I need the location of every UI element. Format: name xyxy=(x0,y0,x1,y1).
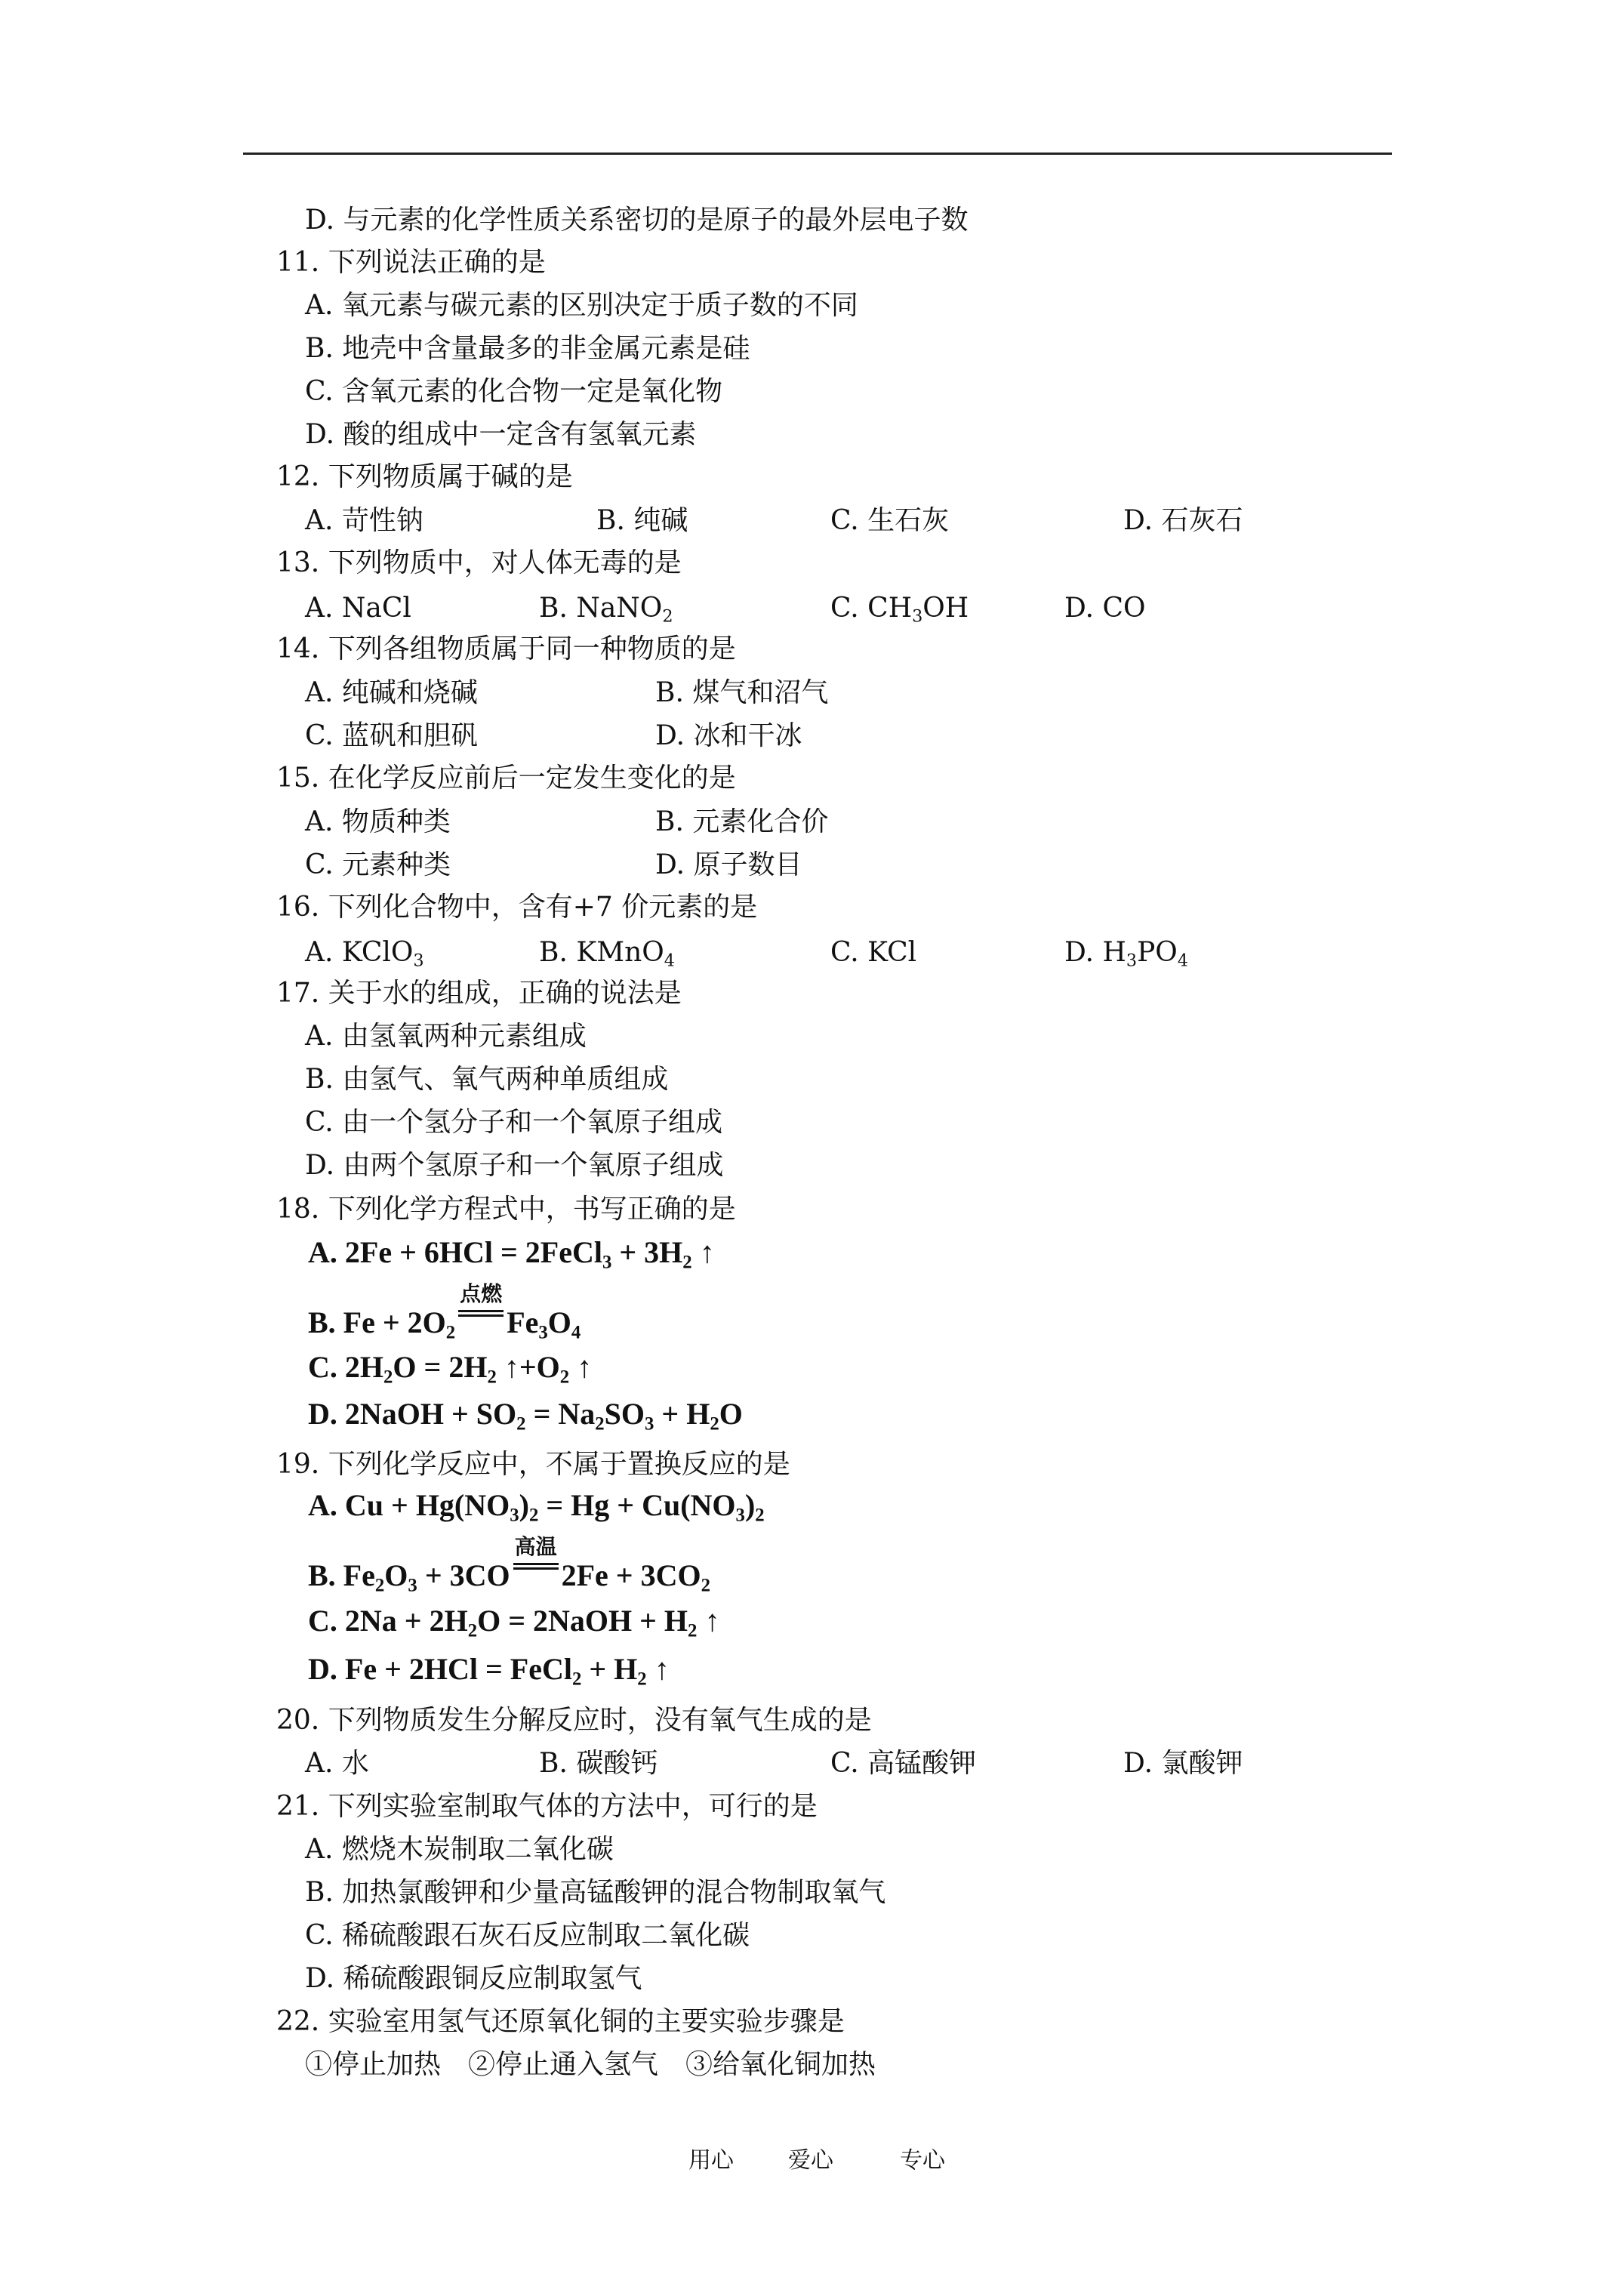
q17-option-d: D. 由两个氢原子和一个氧原子组成 xyxy=(305,1150,724,1181)
q19-stem: 19. 下列化学反应中，不属于置换反应的是 xyxy=(276,1449,790,1480)
footer-word-3: 专心 xyxy=(900,2147,945,2174)
q11-stem: 11. 下列说法正确的是 xyxy=(276,247,546,278)
q18-option-d-equation: D. 2NaOH + $SO_2 = Na_2SO_3 + H_2O$ xyxy=(308,1397,743,1435)
q13-stem: 13. 下列物质中，对人体无毒的是 xyxy=(276,547,682,578)
q19-option-d-equation: D. Fe + 2HCl = FeCl$_2$ + $H_2$ ↑ xyxy=(308,1652,670,1690)
q14-option-c: C. 蓝矾和胆矾 xyxy=(305,720,479,751)
reaction-condition: 点燃 xyxy=(457,1302,505,1333)
q21-stem: 21. 下列实验室制取气体的方法中，可行的是 xyxy=(276,1791,818,1822)
q15-option-b: B. 元素化合价 xyxy=(655,806,829,837)
q12-option-d: D. 石灰石 xyxy=(1123,505,1243,536)
q20-stem: 20. 下列物质发生分解反应时，没有氧气生成的是 xyxy=(276,1705,872,1736)
q16-stem: 16. 下列化合物中，含有+7 价元素的是 xyxy=(276,892,758,923)
q20-option-a: A. 水 xyxy=(305,1748,369,1779)
q19-option-a-equation: A. $Cu + Hg(NO_3)_2 = Hg + Cu(NO_3)_2$ xyxy=(308,1488,765,1526)
q16-option-b: B. KMnO$_4$ xyxy=(539,937,675,971)
q11-option-d: D. 酸的组成中一定含有氢氧元素 xyxy=(305,419,697,450)
q17-option-c: C. 由一个氢分子和一个氧原子组成 xyxy=(305,1107,723,1138)
q13-option-c: C. $CH_3OH$ xyxy=(830,593,969,627)
q11-option-b: B. 地壳中含量最多的非金属元素是硅 xyxy=(305,333,750,364)
q13-option-a: A. NaCl xyxy=(305,593,411,624)
footer-word-1: 用心 xyxy=(688,2147,734,2174)
q18-option-b-equation: B. $Fe + 2O_2$ 点燃 $Fe_3O_4$ xyxy=(308,1283,581,1343)
q12-option-a: A. 苛性钠 xyxy=(305,505,423,536)
q21-option-d: D. 稀硫酸跟铜反应制取氢气 xyxy=(305,1963,642,1994)
q21-option-c: C. 稀硫酸跟石灰石反应制取二氧化碳 xyxy=(305,1920,750,1951)
q13-option-d: D. CO xyxy=(1064,593,1146,624)
q17-stem: 17. 关于水的组成，正确的说法是 xyxy=(276,978,682,1009)
q18-option-a-equation: A. 2Fe + 6HCl = 2FeCl$_3$ + $3H_2$ ↑ xyxy=(308,1235,715,1273)
q14-option-b: B. 煤气和沼气 xyxy=(655,677,829,708)
q18-option-c-equation: C. $2H_2O = 2H_2$ $↑+O_2$ ↑ xyxy=(308,1350,593,1388)
q13-option-b: B. NaNO$_2$ xyxy=(539,593,673,627)
q20-option-d: D. 氯酸钾 xyxy=(1123,1748,1243,1779)
q14-stem: 14. 下列各组物质属于同一种物质的是 xyxy=(276,633,736,664)
q16-option-d: D. $H_3PO_4$ xyxy=(1064,937,1189,971)
q21-option-b: B. 加热氯酸钾和少量高锰酸钾的混合物制取氧气 xyxy=(305,1877,886,1908)
q14-option-d: D. 冰和干冰 xyxy=(655,720,802,751)
q17-option-a: A. 由氢氧两种元素组成 xyxy=(305,1021,587,1052)
q22-stem: 22. 实验室用氢气还原氧化铜的主要实验步骤是 xyxy=(276,2006,845,2037)
q12-option-c: C. 生石灰 xyxy=(830,505,950,536)
q14-option-a: A. 纯碱和烧碱 xyxy=(305,677,478,708)
q20-option-c: C. 高锰酸钾 xyxy=(830,1748,977,1779)
footer-word-2: 爱心 xyxy=(788,2147,833,2174)
q11-option-a: A. 氧元素与碳元素的区别决定于质子数的不同 xyxy=(305,290,858,321)
q12-option-b: B. 纯碱 xyxy=(596,505,688,536)
q16-option-a: A. KClO$_3$ xyxy=(305,937,424,971)
q15-stem: 15. 在化学反应前后一定发生变化的是 xyxy=(276,763,736,794)
q10-option-d: D. 与元素的化学性质关系密切的是原子的最外层电子数 xyxy=(305,205,969,236)
q15-option-d: D. 原子数目 xyxy=(655,849,802,880)
q15-option-c: C. 元素种类 xyxy=(305,849,451,880)
q12-stem: 12. 下列物质属于碱的是 xyxy=(276,461,573,492)
q15-option-a: A. 物质种类 xyxy=(305,806,451,837)
q20-option-b: B. 碳酸钙 xyxy=(539,1748,658,1779)
q21-option-a: A. 燃烧木炭制取二氧化碳 xyxy=(305,1834,614,1865)
q19-option-b-equation: B. $Fe_2O_3 + 3CO$ 高温 $2Fe + 3CO_2$ xyxy=(308,1536,710,1596)
q17-option-b: B. 由氢气、氧气两种单质组成 xyxy=(305,1064,669,1095)
q16-option-c: C. KCl xyxy=(830,937,917,968)
header-rule xyxy=(243,153,1392,155)
q11-option-c: C. 含氧元素的化合物一定是氧化物 xyxy=(305,376,723,407)
reaction-condition: 高温 xyxy=(512,1555,560,1586)
q18-stem: 18. 下列化学方程式中，书写正确的是 xyxy=(276,1194,736,1225)
q19-option-c-equation: C. $2Na + 2H_2O$ = 2NaOH + $H_2$ ↑ xyxy=(308,1604,720,1641)
q22-steps: ①停止加热 ②停止通入氢气 ③给氧化铜加热 xyxy=(305,2049,876,2080)
